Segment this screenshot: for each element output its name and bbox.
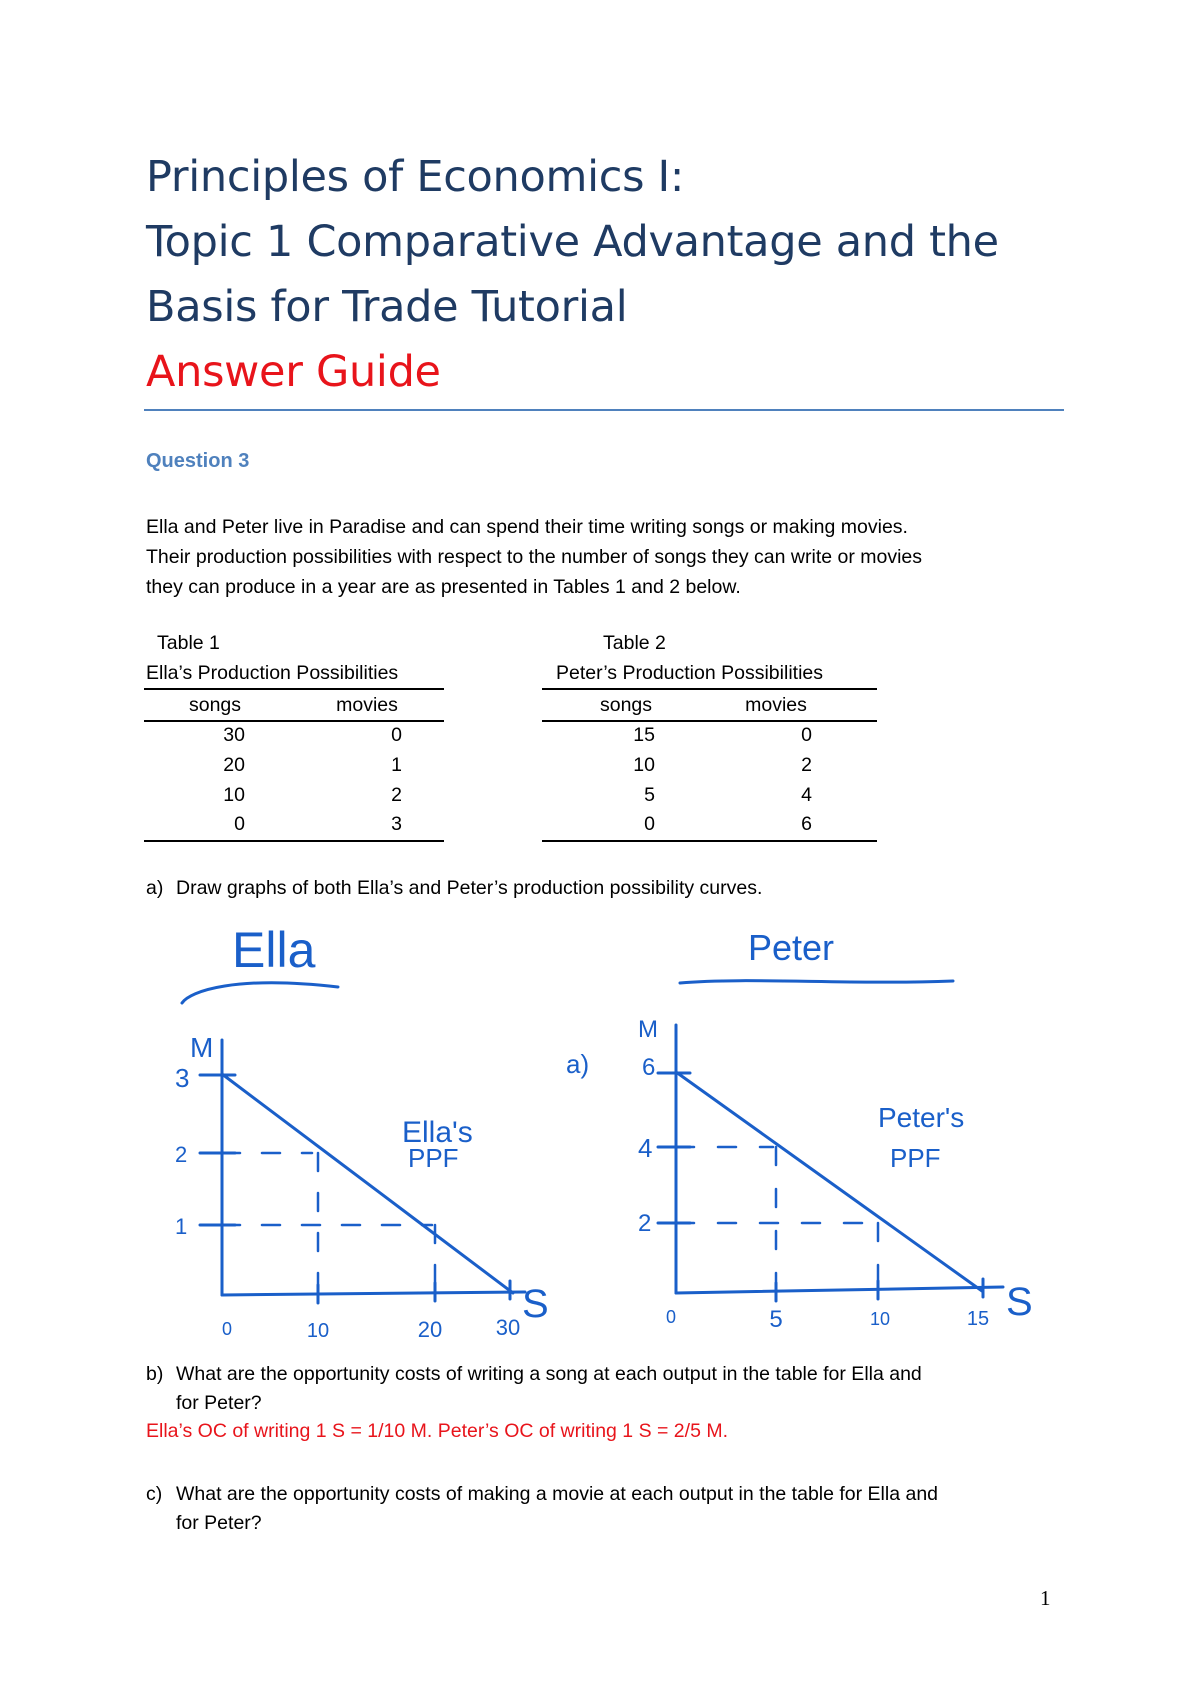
ella-guide-lines — [222, 1153, 435, 1295]
title-line-3: Basis for Trade Tutorial — [146, 282, 628, 332]
table-cell: 3 — [391, 813, 402, 835]
table1-header-rule — [144, 720, 444, 722]
page-number: 1 — [1040, 1586, 1051, 1610]
ella-x-tick-label: 0 — [222, 1319, 233, 1339]
table-cell: 0 — [234, 813, 245, 835]
ella-x-tick-label: 30 — [495, 1315, 521, 1340]
table2-header-rule — [542, 720, 877, 722]
table-cell: 0 — [391, 724, 402, 746]
title-line-1: Principles of Economics I: — [146, 152, 685, 202]
question-intro — [146, 512, 1086, 602]
part-b-answer: Ella’s OC of writing 1 S = 1/10 M. Peter’s OC of writing 1 S = 2/5 M. — [146, 1420, 728, 1442]
peter-y-axis-label: M — [638, 1016, 658, 1043]
table1-title: Ella’s Production Possibilities — [146, 662, 399, 684]
ella-y-tick-label: 1 — [175, 1214, 188, 1239]
table1-header-movies: movies — [336, 694, 398, 716]
part-a-text: Draw graphs of both Ella’s and Peter’s production possibility curves. — [176, 877, 763, 899]
table1-top-rule — [144, 688, 444, 690]
table-cell: 30 — [223, 724, 245, 746]
table-cell: 2 — [801, 754, 812, 776]
ella-y-tick-label: 2 — [175, 1142, 188, 1167]
ella-curve-label-1: Ella's — [402, 1116, 473, 1149]
table2-bottom-rule — [542, 840, 877, 842]
intro-line-2: Their production possibilities with respect to the number of songs they can write or movies — [146, 546, 923, 568]
part-b-line-2: for Peter? — [176, 1392, 262, 1414]
table-cell: 20 — [223, 754, 245, 776]
peter-y-tick-label: 6 — [642, 1054, 656, 1081]
ella-title: Ella — [232, 922, 316, 978]
peter-x-tick-label: 5 — [769, 1306, 783, 1333]
ella-y-axis-label: M — [190, 1032, 214, 1063]
ella-x-axis-label: S — [522, 1282, 549, 1326]
title-answer-guide: Answer Guide — [146, 347, 441, 397]
intro-line-3: they can produce in a year are as presented in Tables 1 and 2 below. — [146, 576, 741, 598]
part-b — [146, 1360, 922, 1418]
ella-x-tick-label: 20 — [417, 1317, 443, 1342]
part-c-label: c) — [146, 1483, 163, 1505]
table-cell: 2 — [391, 784, 402, 806]
ella-title-underline — [182, 983, 338, 1003]
peter-title: Peter — [748, 927, 835, 968]
intro-line-1: Ella and Peter live in Paradise and can spend their time writing songs or making movies. — [146, 516, 908, 538]
peter-curve-label-1: Peter's — [878, 1102, 965, 1133]
table-cell: 0 — [644, 813, 655, 835]
peter-title-underline — [680, 981, 953, 983]
part-c-line-2: for Peter? — [176, 1512, 262, 1534]
table2-header-movies: movies — [745, 694, 807, 716]
table-cell: 6 — [801, 813, 812, 835]
peter-x-tick-label: 0 — [666, 1307, 677, 1327]
peter-x-axis — [676, 1287, 1003, 1293]
table1-label: Table 1 — [157, 632, 220, 654]
part-c-line-1: What are the opportunity costs of making a movie at each output in the table for Ella and — [176, 1483, 939, 1505]
ella-ppf-line — [222, 1074, 513, 1293]
table-cell: 10 — [633, 754, 655, 776]
peter-x-tick-label: 15 — [966, 1308, 990, 1330]
table-cell: 4 — [801, 784, 812, 806]
part-c — [146, 1480, 938, 1538]
table-cell: 15 — [633, 724, 655, 746]
table2-top-rule — [542, 688, 877, 690]
ella-ppf-graph — [140, 905, 590, 1345]
title-line-2: Topic 1 Comparative Advantage and the — [146, 217, 999, 267]
peter-prefix: a) — [566, 1049, 590, 1079]
peter-x-axis-label: S — [1006, 1280, 1033, 1324]
peter-curve-label-2: PPF — [890, 1143, 941, 1173]
ella-x-axis — [222, 1292, 525, 1295]
table-cell: 5 — [644, 784, 655, 806]
peter-y-tick-label: 2 — [638, 1210, 652, 1237]
title-rule — [144, 409, 1064, 411]
ella-x-tick-label: 10 — [306, 1320, 330, 1342]
part-a-label: a) — [146, 877, 164, 899]
table-cell: 0 — [801, 724, 812, 746]
ella-curve-label-2: PPF — [408, 1143, 459, 1173]
table-cell: 10 — [223, 784, 245, 806]
ella-y-tick-label: 3 — [175, 1063, 190, 1093]
part-b-label: b) — [146, 1363, 164, 1385]
peter-x-tick-label: 10 — [869, 1309, 891, 1329]
table1-bottom-rule — [144, 840, 444, 842]
part-b-line-1: What are the opportunity costs of writing a song at each output in the table for Ella and — [176, 1363, 922, 1385]
table2-title: Peter’s Production Possibilities — [556, 662, 823, 684]
part-a — [146, 874, 762, 903]
peter-y-tick-label: 4 — [638, 1133, 653, 1163]
table2-label: Table 2 — [603, 632, 666, 654]
peter-ppf-graph — [548, 905, 1068, 1345]
table2-header-songs: songs — [599, 694, 653, 716]
question-heading: Question 3 — [146, 450, 250, 472]
peter-guide-lines — [676, 1147, 878, 1293]
table-cell: 1 — [391, 754, 402, 776]
table1-header-songs: songs — [188, 694, 242, 716]
